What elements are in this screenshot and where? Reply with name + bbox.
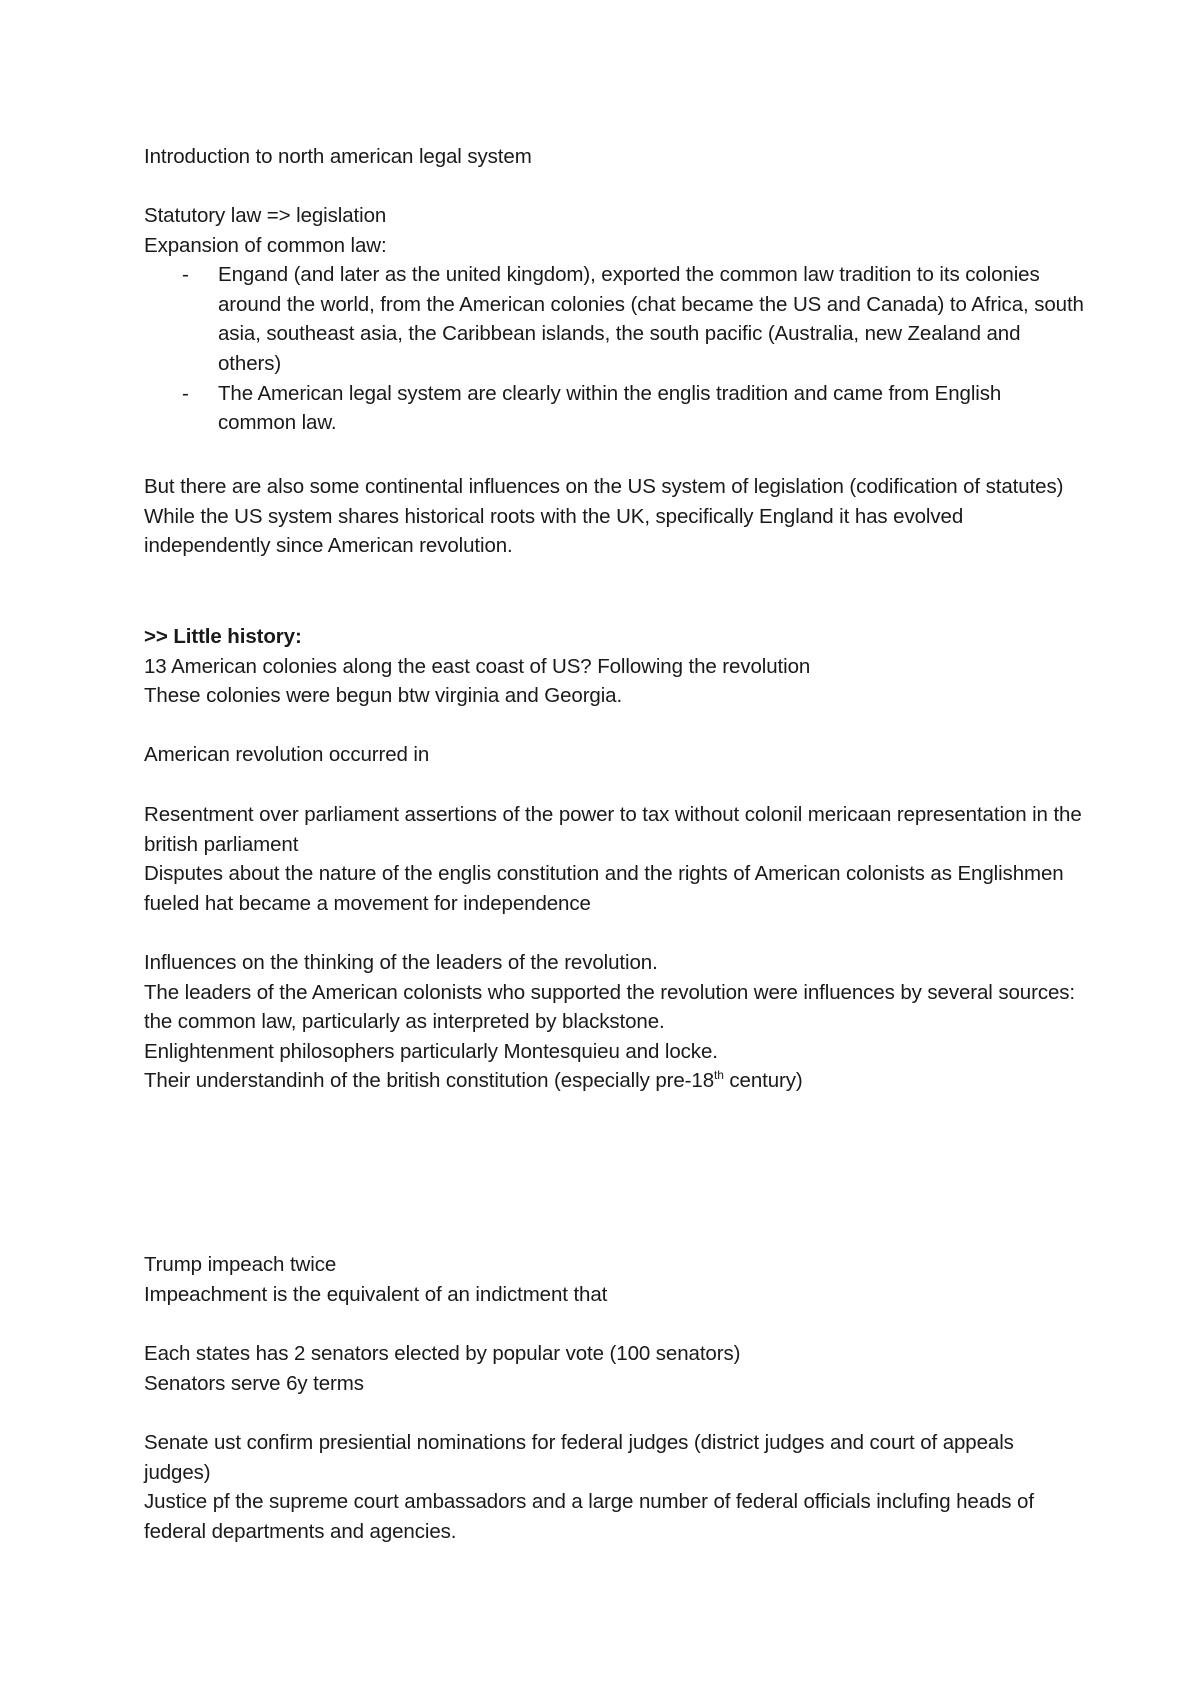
paragraph: Senators serve 6y terms	[144, 1371, 364, 1395]
section-resentment	[144, 800, 1084, 918]
paragraph: While the US system shares historical roots with the UK, specifically England it has evolved independently since American revolution.	[144, 504, 964, 558]
section-senate	[144, 1428, 1084, 1546]
understanding-text: Their understandinh of the british constitution (especially pre-18	[144, 1069, 714, 1093]
list-item	[144, 379, 1084, 438]
list-item	[144, 260, 1084, 378]
influences-heading: Influences on the thinking of the leaders of the revolution.	[144, 951, 658, 974]
expansion-heading: Expansion of common law:	[144, 233, 387, 257]
understanding-text-end: century)	[723, 1069, 803, 1093]
paragraph: Each states has 2 senators elected by popular vote (100 senators)	[144, 1342, 741, 1365]
section-senators	[144, 1339, 1084, 1398]
paragraph: Disputes about the nature of the englis constitution and the rights of American colonists as Englishmen fueled hat became a movement for independence	[144, 862, 1064, 915]
section-influences	[144, 948, 1084, 1096]
section-little-history	[144, 622, 1084, 711]
section-expansion	[144, 201, 1084, 438]
paragraph: But there are also some continental influences on the US system of legislation (codification of statutes)	[144, 475, 1064, 498]
bullet-dash: -	[182, 381, 189, 405]
paragraph: Trump impeach twice	[144, 1253, 337, 1276]
bullet-dash: -	[182, 263, 189, 287]
paragraph: These colonies were begun btw virginia and Georgia.	[144, 684, 623, 708]
little-history-heading: >> Little history:	[144, 625, 302, 648]
section-continental	[144, 472, 1084, 561]
paragraph: Senate ust confirm presiential nominations for federal judges (district judges and court of appeals judges)	[144, 1431, 1014, 1484]
section-impeachment	[144, 1250, 1084, 1309]
paragraph: Enlightenment philosophers particularly Montesquieu and locke.	[144, 1039, 718, 1063]
statutory-line: Statutory law => legislation	[144, 204, 387, 227]
paragraph: Impeachment is the equivalent of an indictment that	[144, 1282, 608, 1306]
paragraph: 13 American colonies along the east coast of US? Following the revolution	[144, 654, 811, 678]
paragraph: The leaders of the American colonists who supported the revolution were influences by several sources: the common law, particularly as interpreted by blackstone.	[144, 980, 1076, 1034]
paragraph: Justice pf the supreme court ambassadors and a large number of federal officials inclufing heads of federal departments and agencies.	[144, 1490, 1034, 1543]
bullet-text: Engand (and later as the united kingdom), exported the common law tradition to its colonies around the world, from the American colonies (chat became the US and Canada) to Africa, south asia, southeast asia, the Caribbean islands, the south pacific (Australia, new Zealand and others)	[218, 263, 1084, 375]
superscript: th	[714, 1068, 724, 1083]
bullet-text: The American legal system are clearly within the englis tradition and came from English common law.	[218, 381, 1002, 435]
document-title: Introduction to north american legal system	[144, 145, 532, 168]
paragraph: American revolution occurred in	[144, 743, 430, 766]
paragraph: Resentment over parliament assertions of the power to tax without colonil mericaan representation in the british parliament	[144, 803, 1082, 856]
paragraph	[144, 1066, 1084, 1096]
